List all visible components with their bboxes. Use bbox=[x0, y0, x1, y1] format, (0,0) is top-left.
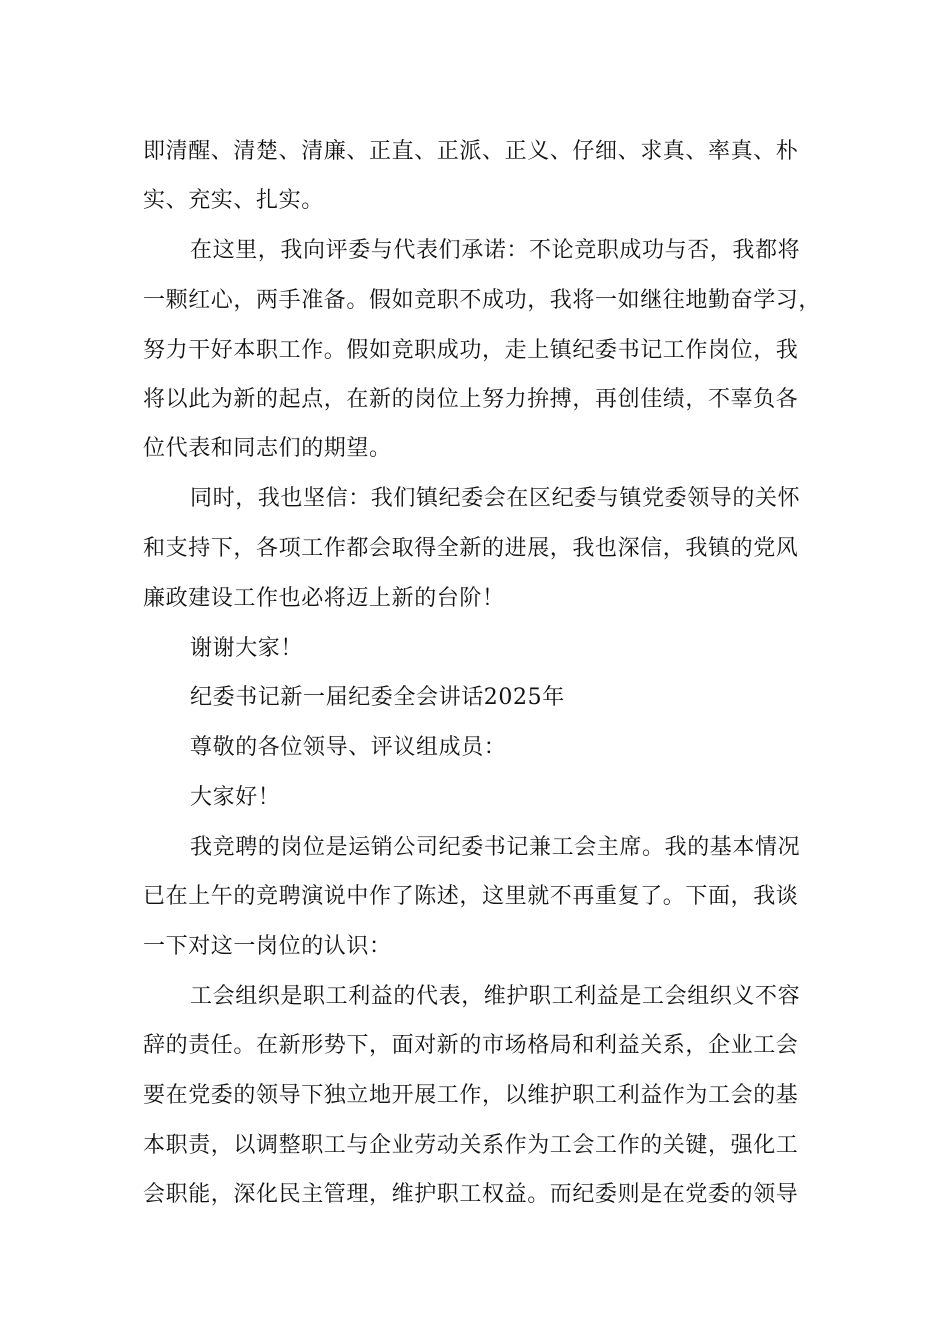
paragraph-start-line: 在这里，我向评委与代表们承诺：不论竞职成功与否，我都将 bbox=[190, 238, 801, 263]
paragraph-start-line: 同时，我也坚信：我们镇纪委会在区纪委与镇党委领导的关怀 bbox=[190, 486, 801, 511]
text-line: 廉政建设工作也必将迈上新的台阶！ bbox=[143, 586, 505, 611]
text-line: 一下对这一岗位的认识： bbox=[143, 934, 392, 959]
text-line: 已在上午的竞聘演说中作了陈述，这里就不再重复了。下面，我谈 bbox=[143, 884, 799, 909]
text-line: 实、充实、扎实。 bbox=[143, 188, 324, 213]
text-line: 辞的责任。在新形势下，面对新的市场格局和利益关系，企业工会 bbox=[143, 1033, 799, 1058]
greeting: 大家好！ bbox=[190, 785, 281, 810]
text-line: 即清醒、清楚、清廉、正直、正派、正义、仔细、求真、率真、朴 bbox=[143, 139, 799, 164]
text-line: 和支持下，各项工作都会取得全新的进展，我也深信，我镇的党风 bbox=[143, 536, 799, 561]
paragraph-start-line: 我竞聘的岗位是运销公司纪委书记兼工会主席。我的基本情况 bbox=[190, 835, 801, 860]
text-line: 一颗红心，两手准备。假如竞职不成功，我将一如继往地勤奋学习， bbox=[143, 288, 822, 313]
paragraph-start-line: 工会组织是职工利益的代表，维护职工利益是工会组织义不容 bbox=[190, 984, 801, 1009]
text-line: 位代表和同志们的期望。 bbox=[143, 436, 392, 461]
salutation: 尊敬的各位领导、评议组成员： bbox=[190, 735, 507, 760]
text-line: 要在党委的领导下独立地开展工作，以维护职工利益作为工会的基 bbox=[143, 1083, 799, 1108]
text-line: 将以此为新的起点，在新的岗位上努力拚搏，再创佳绩，不辜负各 bbox=[143, 387, 799, 412]
text-line: 本职责，以调整职工与企业劳动关系作为工会工作的关键，强化工 bbox=[143, 1133, 799, 1158]
speech-title: 纪委书记新一届纪委全会讲话2025年 bbox=[190, 685, 565, 710]
text-line: 会职能，深化民主管理，维护职工权益。而纪委则是在党委的领导 bbox=[143, 1182, 799, 1207]
closing-thanks: 谢谢大家！ bbox=[190, 636, 304, 661]
text-line: 努力干好本职工作。假如竞职成功，走上镇纪委书记工作岗位，我 bbox=[143, 338, 799, 363]
